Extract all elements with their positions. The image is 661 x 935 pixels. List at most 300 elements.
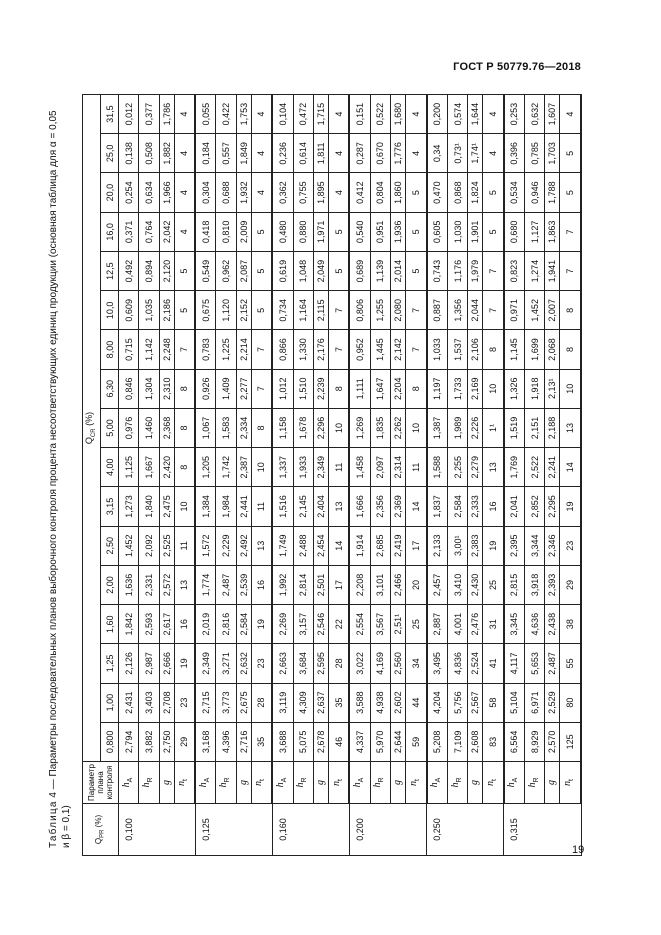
table-cell: 4,309 — [293, 683, 313, 722]
table-cell: 2,608 — [468, 722, 483, 761]
table-cell: 5 — [483, 212, 504, 251]
table-cell: 83 — [483, 722, 504, 761]
table-cell: 2,387 — [236, 448, 251, 487]
table-cell: 5 — [483, 173, 504, 212]
table-cell: 3,684 — [293, 644, 313, 683]
table-cell: 0,549 — [195, 251, 216, 290]
qcr-value: 6,30 — [101, 369, 119, 408]
table-cell: 2,419 — [391, 526, 406, 565]
table-cell: 0,287 — [349, 134, 370, 173]
table-cell: 0,887 — [427, 291, 448, 330]
table-cell: 3,918 — [525, 565, 545, 604]
table-cell: 16 — [483, 487, 504, 526]
table-cell: 2,430 — [468, 565, 483, 604]
parameter-label: $h_A$ — [427, 762, 448, 804]
table-cell: 1,125 — [119, 448, 139, 487]
table-cell: 8 — [560, 291, 581, 330]
table-cell: 1,067 — [195, 408, 216, 447]
qpr-value: 0,200 — [349, 804, 426, 856]
table-cell: 0,734 — [272, 291, 293, 330]
qcr-value: 2,50 — [101, 526, 119, 565]
table-cell: 2,666 — [159, 644, 174, 683]
qpr-value: 0,160 — [272, 804, 349, 856]
table-cell: 1,895 — [313, 173, 328, 212]
table-cell: 125 — [560, 722, 581, 761]
table-cell: 2,097 — [370, 448, 390, 487]
table-cell: 2,539 — [236, 565, 251, 604]
table-cell: 5 — [251, 212, 272, 251]
table-cell: 19 — [174, 644, 195, 683]
parameter-label: $h_R$ — [448, 762, 468, 804]
table-cell: 17 — [406, 526, 427, 565]
table-cell: 0,055 — [195, 95, 216, 134]
table-cell: 1,304 — [139, 369, 159, 408]
table-cell: 1,786 — [159, 95, 174, 134]
parameter-label: $h_R$ — [525, 762, 545, 804]
table-cell: 28 — [251, 683, 272, 722]
table-cell: 4,169 — [370, 644, 390, 683]
table-cell: 0,574 — [448, 95, 468, 134]
table-cell: 0,540 — [349, 212, 370, 251]
table-cell: 3,345 — [504, 605, 525, 644]
table-row — [119, 95, 139, 856]
table-cell: 2,152 — [236, 291, 251, 330]
table-cell: 0,894 — [139, 251, 159, 290]
table-cell: 2,331 — [139, 565, 159, 604]
table-cell: 2,487 — [216, 565, 236, 604]
qcr-value: 1,60 — [101, 605, 119, 644]
table-cell: 35 — [251, 722, 272, 761]
qcr-value: 1,25 — [101, 644, 119, 683]
table-cell: 2,295 — [545, 487, 560, 526]
parameter-label: $h_A$ — [119, 762, 139, 804]
table-cell: 4 — [251, 173, 272, 212]
table-cell: 2,887 — [427, 605, 448, 644]
table-cell: 29 — [174, 722, 195, 761]
table-cell: 2,087 — [236, 251, 251, 290]
table-cell: 1,901 — [468, 212, 483, 251]
table-cell: 1,111 — [349, 369, 370, 408]
table-cell: 8 — [560, 330, 581, 369]
table-cell: 2,142 — [391, 330, 406, 369]
table-row — [560, 95, 581, 856]
table-cell: 4,337 — [349, 722, 370, 761]
table-cell: 0,743 — [427, 251, 448, 290]
parameter-label: g — [313, 762, 328, 804]
table-cell: 4 — [328, 95, 349, 134]
table-row — [272, 95, 293, 856]
table-cell: 2,595 — [313, 644, 328, 683]
table-cell: 1,941 — [545, 251, 560, 290]
table-cell: 0,806 — [349, 291, 370, 330]
table-cell: 7 — [251, 369, 272, 408]
table-cell: 4 — [560, 95, 581, 134]
table-cell: 34 — [406, 644, 427, 683]
page-number: 19 — [572, 844, 585, 856]
table-row — [139, 95, 159, 856]
table-cell: 10 — [406, 408, 427, 447]
table-cell: 14 — [328, 526, 349, 565]
table-cell: 1,274 — [525, 251, 545, 290]
table-cell: 2,151 — [525, 408, 545, 447]
table-cell: 1,914 — [349, 526, 370, 565]
parameter-label: $n_t$ — [483, 762, 504, 804]
table-row — [545, 95, 560, 856]
table-cell: 0,253 — [504, 95, 525, 134]
table-cell: 23 — [251, 644, 272, 683]
table-cell: 2,715 — [195, 683, 216, 722]
table-cell: 1,572 — [195, 526, 216, 565]
parameter-label: $n_t$ — [406, 762, 427, 804]
table-body — [119, 95, 585, 856]
table-cell: 2,815 — [504, 565, 525, 604]
table-cell: 3,410 — [448, 565, 468, 604]
table-cell: 0,371 — [119, 212, 139, 251]
table-cell: 0,926 — [195, 369, 216, 408]
table-cell: 2,524 — [468, 644, 483, 683]
table-cell: 2,814 — [293, 565, 313, 604]
table-cell: 2,492 — [236, 526, 251, 565]
table-cell: 2,51¹ — [391, 605, 406, 644]
table-cell: 2,570 — [545, 722, 560, 761]
table-cell: 41 — [483, 644, 504, 683]
table-cell: 5 — [406, 173, 427, 212]
table-cell: 8 — [328, 369, 349, 408]
table-cell: 25 — [483, 565, 504, 604]
table-cell: 13 — [251, 526, 272, 565]
parameter-label: g — [236, 762, 251, 804]
qcr-value: 16,0 — [101, 212, 119, 251]
table-cell: 7 — [328, 330, 349, 369]
table-cell: 2,383 — [468, 526, 483, 565]
qpr-value: 0,315 — [504, 804, 581, 856]
table-cell: 4 — [174, 95, 195, 134]
table-cell: 7 — [174, 330, 195, 369]
table-cell: 1,409 — [216, 369, 236, 408]
table-cell: 1,667 — [139, 448, 159, 487]
table-cell: 1,158 — [272, 408, 293, 447]
table-cell: 5 — [174, 291, 195, 330]
parameter-label: $h_A$ — [349, 762, 370, 804]
table-cell: 4 — [251, 134, 272, 173]
table-cell: 8 — [483, 330, 504, 369]
table-cell: 0,764 — [139, 212, 159, 251]
table-cell: 3,403 — [139, 683, 159, 722]
table-cell: 14 — [560, 448, 581, 487]
table-cell: 1,452 — [525, 291, 545, 330]
table-cell: 11 — [251, 487, 272, 526]
table-cell: 2,310 — [159, 369, 174, 408]
table-row — [236, 95, 251, 856]
table-cell: 2,133 — [427, 526, 448, 565]
table-cell: 1,666 — [349, 487, 370, 526]
table-cell: 4,001 — [448, 605, 468, 644]
qcr-value: 20,0 — [101, 173, 119, 212]
table-cell: 8 — [174, 369, 195, 408]
table-row — [328, 95, 349, 856]
qpr-value: 0,100 — [119, 804, 196, 856]
table-cell: 1,769 — [504, 448, 525, 487]
table-cell: 1,989 — [448, 408, 468, 447]
table-cell: 0,619 — [272, 251, 293, 290]
table-row — [406, 95, 427, 856]
table-cell: 1,680 — [391, 95, 406, 134]
table-cell: 7 — [483, 291, 504, 330]
table-cell: 8 — [174, 408, 195, 447]
table-cell: 1,330 — [293, 330, 313, 369]
table-cell: 1,932 — [236, 173, 251, 212]
table-cell: 55 — [560, 644, 581, 683]
table-cell: 1,824 — [468, 173, 483, 212]
table-cell: 2,241 — [545, 448, 560, 487]
table-cell: 4,836 — [448, 644, 468, 683]
table-cell: 2,617 — [159, 605, 174, 644]
table-cell: 1,225 — [216, 330, 236, 369]
table-cell: 3,157 — [293, 605, 313, 644]
qcr-value: 3,15 — [101, 487, 119, 526]
table-cell: 1,753 — [236, 95, 251, 134]
table-cell: 1,384 — [195, 487, 216, 526]
table-cell: 2,296 — [313, 408, 328, 447]
table-cell: 2,356 — [370, 487, 390, 526]
qpr-column-header: $Q_{PR}$ (%) — [83, 804, 119, 856]
table-cell: 3,882 — [139, 722, 159, 761]
table-cell: 3,495 — [427, 644, 448, 683]
table-cell: 23 — [560, 526, 581, 565]
qcr-value: 25,0 — [101, 134, 119, 173]
table-cell: 2,457 — [427, 565, 448, 604]
table-cell: 8 — [251, 408, 272, 447]
table-cell: 2,466 — [391, 565, 406, 604]
table-cell: 10 — [483, 369, 504, 408]
table-cell: 0,609 — [119, 291, 139, 330]
parameter-label: g — [468, 762, 483, 804]
table-cell: 1,255 — [370, 291, 390, 330]
table-cell: 5,104 — [504, 683, 525, 722]
table-cell: 0,946 — [525, 173, 545, 212]
table-cell: 2,522 — [525, 448, 545, 487]
table-cell: 3,271 — [216, 644, 236, 683]
table-cell: 8 — [174, 448, 195, 487]
table-cell: 2,546 — [313, 605, 328, 644]
table-cell: 1,356 — [448, 291, 468, 330]
table-cell: 2,214 — [236, 330, 251, 369]
table-cell: 2,229 — [216, 526, 236, 565]
table-cell: 7,109 — [448, 722, 468, 761]
table-cell: 2,186 — [159, 291, 174, 330]
table-cell: 38 — [560, 605, 581, 644]
table-cell: 1,933 — [293, 448, 313, 487]
table-cell: 31 — [483, 605, 504, 644]
table-cell: 25 — [406, 605, 427, 644]
table-cell: 23 — [174, 683, 195, 722]
table-cell: 1,647 — [370, 369, 390, 408]
table-cell: 3,688 — [272, 722, 293, 761]
table-cell: 3,567 — [370, 605, 390, 644]
table-cell: 1,749 — [272, 526, 293, 565]
table-cell: 1,703 — [545, 134, 560, 173]
table-cell: 1¹ — [483, 408, 504, 447]
table-cell: 0,880 — [293, 212, 313, 251]
table-cell: 13 — [328, 487, 349, 526]
table-cell: 2,593 — [139, 605, 159, 644]
parameter-label: g — [545, 762, 560, 804]
table-cell: 0,304 — [195, 173, 216, 212]
table-cell: 1,197 — [427, 369, 448, 408]
table-row — [391, 95, 406, 856]
table-cell: 1,176 — [448, 251, 468, 290]
table-cell: 2,395 — [504, 526, 525, 565]
table-cell: 13 — [560, 408, 581, 447]
table-container — [82, 94, 585, 856]
table-cell: 0,632 — [525, 95, 545, 134]
table-cell: 11 — [406, 448, 427, 487]
table-row — [468, 95, 483, 856]
table-cell: 2,333 — [468, 487, 483, 526]
table-cell: 2,554 — [349, 605, 370, 644]
table-cell: 2,487 — [545, 644, 560, 683]
table-cell: 1,837 — [427, 487, 448, 526]
parameter-label: $n_t$ — [251, 762, 272, 804]
table-cell: 3,588 — [349, 683, 370, 722]
table-cell: 2,349 — [195, 644, 216, 683]
table-cell: 1,607 — [545, 95, 560, 134]
table-cell: 0,868 — [448, 173, 468, 212]
table-row — [370, 95, 390, 856]
table-cell: 3,00¹ — [448, 526, 468, 565]
table-cell: 2,169 — [468, 369, 483, 408]
table-cell: 2,525 — [159, 526, 174, 565]
table-cell: 44 — [406, 683, 427, 722]
table-cell: 2,602 — [391, 683, 406, 722]
table-cell: 2,262 — [391, 408, 406, 447]
table-cell: 2,678 — [313, 722, 328, 761]
table-cell: 1,811 — [313, 134, 328, 173]
table-cell: 2,126 — [119, 644, 139, 683]
table-row — [216, 95, 236, 856]
table-cell: 19 — [560, 487, 581, 526]
table-row — [313, 95, 328, 856]
table-cell: 1,516 — [272, 487, 293, 526]
table-cell: 1,984 — [216, 487, 236, 526]
table-cell: 1,636 — [119, 565, 139, 604]
table-cell: 20 — [406, 565, 427, 604]
table-cell: 1,012 — [272, 369, 293, 408]
table-cell: 4 — [328, 173, 349, 212]
table-cell: 1,387 — [427, 408, 448, 447]
table-cell: 2,346 — [545, 526, 560, 565]
table-cell: 0,976 — [119, 408, 139, 447]
table-cell: 2,208 — [349, 565, 370, 604]
sequential-plans-table — [82, 94, 585, 856]
table-cell: 3,119 — [272, 683, 293, 722]
table-cell: 0,236 — [272, 134, 293, 173]
table-cell: 1,519 — [504, 408, 525, 447]
table-cell: 2,560 — [391, 644, 406, 683]
table-cell: 2,368 — [159, 408, 174, 447]
table-cell: 5 — [560, 173, 581, 212]
table-cell: 2,816 — [216, 605, 236, 644]
table-cell: 4,117 — [504, 644, 525, 683]
table-cell: 4 — [174, 134, 195, 173]
table-cell: 0,605 — [427, 212, 448, 251]
table-cell: 3,168 — [195, 722, 216, 761]
table-cell: 1,583 — [216, 408, 236, 447]
table-cell: 0,557 — [216, 134, 236, 173]
table-cell: 2,501 — [313, 565, 328, 604]
table-cell: 0,362 — [272, 173, 293, 212]
parameter-label: $n_t$ — [174, 762, 195, 804]
parameter-label: $h_R$ — [370, 762, 390, 804]
table-cell: 2,226 — [468, 408, 483, 447]
table-cell: 0,151 — [349, 95, 370, 134]
table-cell: 2,750 — [159, 722, 174, 761]
table-cell: 19 — [483, 526, 504, 565]
table-cell: 3,022 — [349, 644, 370, 683]
table-cell: 7 — [560, 212, 581, 251]
table-cell: 1,918 — [525, 369, 545, 408]
table-cell: 5 — [328, 212, 349, 251]
qcr-value: 8,00 — [101, 330, 119, 369]
table-cell: 10 — [560, 369, 581, 408]
table-cell: 2,248 — [159, 330, 174, 369]
table-cell: 5 — [560, 134, 581, 173]
table-cell: 2,675 — [236, 683, 251, 722]
qcr-value: 12,5 — [101, 251, 119, 290]
table-cell: 2,488 — [293, 526, 313, 565]
table-cell: 6,971 — [525, 683, 545, 722]
table-row — [504, 95, 525, 856]
table-cell: 1,699 — [525, 330, 545, 369]
table-cell: 0,951 — [370, 212, 390, 251]
qcr-value: 0,800 — [101, 722, 119, 761]
table-cell: 8 — [406, 369, 427, 408]
table-cell: 6,564 — [504, 722, 525, 761]
table-cell: 2,068 — [545, 330, 560, 369]
table-cell: 2,269 — [272, 605, 293, 644]
table-cell: 0,783 — [195, 330, 216, 369]
table-cell: 1,458 — [349, 448, 370, 487]
table-cell: 2,794 — [119, 722, 139, 761]
table-cell: 1,860 — [391, 173, 406, 212]
table-cell: 1,145 — [504, 330, 525, 369]
table-cell: 16 — [174, 605, 195, 644]
table-cell: 2,393 — [545, 565, 560, 604]
table-cell: 0,254 — [119, 173, 139, 212]
table-cell: 2,014 — [391, 251, 406, 290]
table-caption — [47, 110, 73, 848]
table-cell: 10 — [174, 487, 195, 526]
table-cell: 2,13¹ — [545, 369, 560, 408]
table-cell: 1,337 — [272, 448, 293, 487]
qcr-value: 1,00 — [101, 683, 119, 722]
document-header: ГОСТ Р 50779.76—2018 — [453, 61, 581, 73]
table-cell: 2,176 — [313, 330, 328, 369]
table-cell: 2,644 — [391, 722, 406, 761]
table-cell: 19 — [251, 605, 272, 644]
table-cell: 5 — [251, 291, 272, 330]
table-cell: 1,788 — [545, 173, 560, 212]
table-row — [195, 95, 216, 856]
table-cell: 2,019 — [195, 605, 216, 644]
qcr-value: 10,0 — [101, 291, 119, 330]
table-cell: 2,438 — [545, 605, 560, 644]
table-cell: 59 — [406, 722, 427, 761]
table-cell: 1,127 — [525, 212, 545, 251]
table-cell: 1,445 — [370, 330, 390, 369]
table-cell: 1,733 — [448, 369, 468, 408]
table-cell: 2,637 — [313, 683, 328, 722]
